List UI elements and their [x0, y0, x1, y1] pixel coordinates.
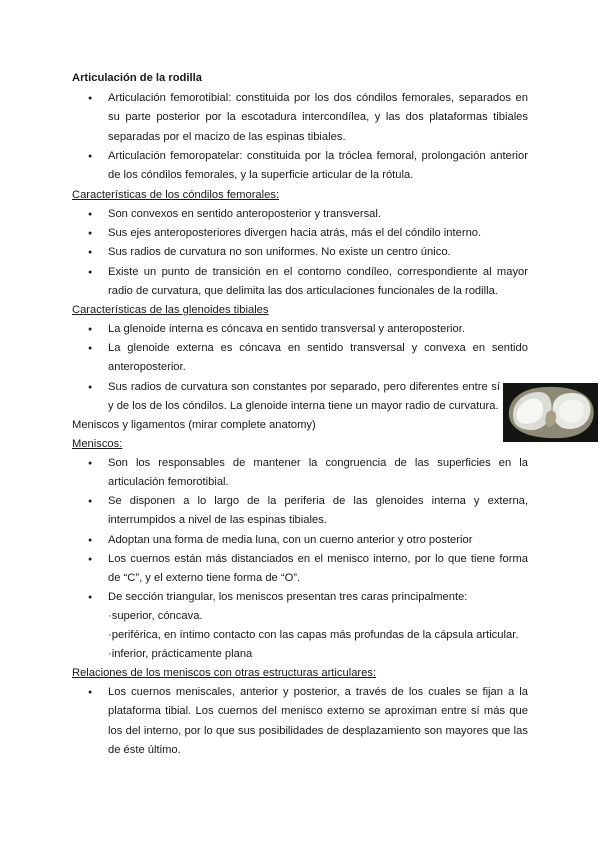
meniscus-face-superior: ·superior, cóncava. [108, 610, 203, 622]
tibial-plateau-image [503, 383, 598, 442]
page-title: Articulación de la rodilla [72, 72, 202, 84]
list-item: ● Son convexos en sentido anteroposterior y transversal. [108, 205, 528, 224]
meniscus-face-inferior: ·inferior, prácticamente plana [108, 648, 253, 660]
list-item: ● Adoptan una forma de media luna, con un cuerno anterior y otro posterior [108, 531, 528, 550]
list-item: ● De sección triangular, los meniscos presentan tres caras principalmente: [108, 588, 528, 607]
list-item: ● Los cuernos están más distanciados en el menisco interno, por lo que tiene forma de “C”, y el externo tiene forma de “O”. [108, 550, 528, 589]
list-item: ● La glenoide externa es cóncava en sentido transversal y convexa en sentido anteroposterior. [108, 339, 528, 378]
meniscos-note: Meniscos y ligamentos (mirar complete anatomy) [72, 419, 316, 431]
meniscus-face-peripheral: ·periférica, en íntimo contacto con las capas más profundas de la cápsula articular. [108, 629, 519, 641]
section-heading-condilos: Características de los cóndilos femorales: [72, 189, 280, 201]
list-item: ● La glenoide interna es cóncava en sentido transversal y anteroposterior. [108, 320, 528, 339]
list-item: ● Existe un punto de transición en el contorno condíleo, correspondiente al mayor radio de curvatura, que delimita las dos articulaciones funcionales de la rodilla. [108, 263, 528, 302]
list-item: ● Los cuernos meniscales, anterior y posterior, a través de los cuales se fijan a la plataforma tibial. Los cuernos del menisco externo se aproximan entre sí más que los del interno, por lo que sus posibilidades de desplazamiento son mayores que las de éste último. [108, 683, 528, 761]
list-item: ● Sus radios de curvatura son constantes por separado, pero diferentes entre sí y de los de los cóndilos. La glenoide interna tiene un mayor radio de curvatura. [108, 378, 500, 417]
section-heading-glenoides: Características de las glenoides tibiales [72, 304, 269, 316]
list-item: ● Articulación femoropatelar: constituida por la tróclea femoral, prolongación anterior de los cóndilos femorales, y la superficie articular de la rótula. [108, 147, 528, 186]
list-item: ● Sus radios de curvatura no son uniformes. No existe un centro único. [108, 243, 528, 262]
tibial-plateau-illustration [503, 383, 598, 442]
section-heading-relaciones: Relaciones de los meniscos con otras estructuras articulares: [72, 667, 377, 679]
list-item: ● Son los responsables de mantener la congruencia de las superficies en la articulación femorotibial. [108, 454, 528, 493]
section-heading-meniscos: Meniscos: [72, 438, 123, 450]
list-item: ● Sus ejes anteroposteriores divergen hacia atrás, más el del cóndilo interno. [108, 224, 528, 243]
list-item: ● Articulación femorotibial: constituida por los dos cóndilos femorales, separados en su parte posterior por la escotadura intercondílea, y las dos plataformas tibiales separadas por el macizo de las espinas tibiales. [108, 89, 528, 147]
list-item: ● Se disponen a lo largo de la periferia de las glenoides interna y externa, interrumpidos a nivel de las espinas tibiales. [108, 492, 528, 531]
